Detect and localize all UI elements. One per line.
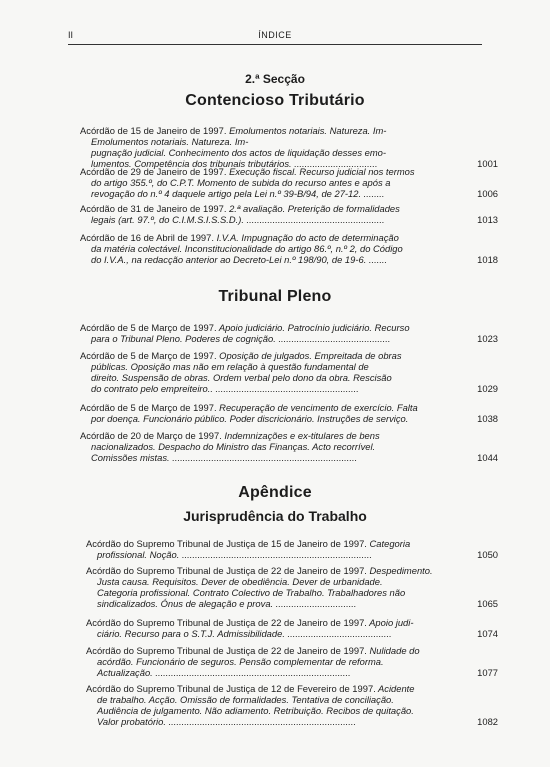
entry-heading: Acórdão do Supremo Tribunal de Justiça de 22 de Janeiro de 1997. bbox=[86, 617, 367, 628]
entry-summary-line: da matéria colectável. Inconstitucionalidade do artigo 86.º, n.º 2, do Código bbox=[91, 243, 403, 254]
entry-heading: Acórdão de 5 de Março de 1997. bbox=[80, 350, 217, 361]
entry-heading: Acórdão do Supremo Tribunal de Justiça de 12 de Fevereiro de 1997. bbox=[86, 683, 376, 694]
entry-heading: Acórdão de 15 de Janeiro de 1997. bbox=[80, 125, 227, 136]
entry-summary-line: Categoria profissional. Contrato Colectivo de Trabalho. Trabalhadores não bbox=[97, 587, 406, 598]
entry-summary-line: ciário. Recurso para o S.T.J. Admissibilidade. ........................................ bbox=[97, 628, 392, 639]
entry-heading: Acórdão de 20 de Março de 1997. bbox=[80, 430, 222, 441]
section-subtitle: 2.ª Secção bbox=[245, 72, 305, 86]
toc-entry bbox=[86, 645, 498, 678]
section-subtitle: Apêndice bbox=[238, 484, 312, 501]
toc-entry bbox=[80, 232, 498, 265]
entry-heading: Acórdão de 5 de Março de 1997. bbox=[80, 402, 217, 413]
entry-page-number: 1001 bbox=[477, 158, 498, 169]
entry-page-number: 1074 bbox=[477, 628, 498, 639]
entry-summary: Nulidade do bbox=[366, 645, 420, 656]
entry-summary-line: Valor probatório. ........................................................................ bbox=[97, 716, 357, 727]
entry-summary-line: do I.V.A., na redacção anterior ao Decreto-Lei n.º 198/90, de 19-6. ....... bbox=[91, 254, 388, 265]
section-title: Tribunal Pleno bbox=[218, 288, 332, 305]
entry-summary: I.V.A. Impugnação do acto de determinação bbox=[213, 232, 399, 243]
entry-page-number: 1023 bbox=[477, 333, 498, 344]
toc-entry bbox=[80, 166, 498, 199]
entry-page-number: 1044 bbox=[477, 452, 498, 463]
toc-entry bbox=[86, 683, 498, 727]
entry-summary: Emolumentos notariais. Natureza. Im- bbox=[226, 125, 387, 136]
entry-summary-line: legais (art. 97.º, do C.I.M.S.I.S.S.D.). ..................................................... bbox=[91, 214, 385, 225]
entry-summary-line: de trabalho. Acção. Omissão de formalidades. Tentativa de conciliação. bbox=[97, 694, 394, 705]
entry-summary-line: do artigo 355.º, do C.P.T. Momento de subida do recurso antes e após a bbox=[91, 177, 391, 188]
entry-heading: Acórdão de 29 de Janeiro de 1997. bbox=[80, 166, 227, 177]
entry-summary-line: Comissões mistas. ....................................................................... bbox=[91, 452, 358, 463]
entry-page-number: 1029 bbox=[477, 383, 498, 394]
entry-summary: Acidente bbox=[375, 683, 415, 694]
entry-summary-line: para o Tribunal Pleno. Poderes de cognição. ........................................... bbox=[91, 333, 391, 344]
entry-summary: Categoria bbox=[366, 538, 411, 549]
entry-heading: Acórdão de 5 de Março de 1997. bbox=[80, 322, 217, 333]
entry-heading: Acórdão de 31 de Janeiro de 1997. bbox=[80, 203, 227, 214]
entry-page-number: 1050 bbox=[477, 549, 498, 560]
toc-entry bbox=[80, 322, 498, 344]
entry-summary: Apoio judi- bbox=[366, 617, 414, 628]
toc-entry bbox=[80, 430, 498, 463]
entry-summary-line: direito. Suspensão de obras. Ordem verbal pelo dono da obra. Rescisão bbox=[91, 372, 392, 383]
entry-heading: Acórdão de 16 de Abril de 1997. bbox=[80, 232, 214, 243]
entry-summary-line: Actualização. ........................................................................... bbox=[97, 667, 351, 678]
entry-summary: Recuperação de vencimento de exercício. Falta bbox=[216, 402, 418, 413]
entry-summary: Apoio judiciário. Patrocínio judiciário. Recurso bbox=[216, 322, 410, 333]
entry-page-number: 1065 bbox=[477, 598, 498, 609]
entry-summary: Indemnizações e ex-titulares de bens bbox=[221, 430, 380, 441]
entry-heading: Acórdão do Supremo Tribunal de Justiça de 15 de Janeiro de 1997. bbox=[86, 538, 367, 549]
page-header bbox=[68, 28, 482, 45]
page-number: II bbox=[68, 30, 74, 40]
entry-summary-line: profissional. Noção. ......................................................................... bbox=[97, 549, 373, 560]
entry-summary-line: Justa causa. Requisitos. Dever de obediência. Dever de urbanidade. bbox=[97, 576, 383, 587]
toc-entry bbox=[80, 350, 498, 394]
entry-page-number: 1006 bbox=[477, 188, 498, 199]
entry-summary-line: Audiência de julgamento. Não adiamento. Retribuição. Recibos de quitação. bbox=[97, 705, 414, 716]
entry-summary-line: pugnação judicial. Conhecimento dos actos de liquidação desses emo- bbox=[91, 147, 386, 158]
toc-entry bbox=[80, 402, 498, 424]
section-title: Jurisprudência do Trabalho bbox=[183, 508, 367, 524]
entry-summary: Despedimento. bbox=[366, 565, 433, 576]
entry-heading: Acórdão do Supremo Tribunal de Justiça de 22 de Janeiro de 1997. bbox=[86, 645, 367, 656]
entry-summary-line: Emolumentos notariais. Natureza. Im- bbox=[91, 136, 249, 147]
toc-entry bbox=[86, 565, 498, 609]
toc-entry bbox=[86, 617, 498, 639]
entry-summary-line: públicas. Oposição mas não em relação à questão fundamental de bbox=[91, 361, 369, 372]
section-title: Contencioso Tributário bbox=[185, 92, 365, 109]
toc-entry bbox=[80, 203, 498, 225]
entry-heading: Acórdão do Supremo Tribunal de Justiça de 22 de Janeiro de 1997. bbox=[86, 565, 367, 576]
entry-page-number: 1038 bbox=[477, 413, 498, 424]
entry-summary-line: lumentos. Competência dos tribunais tributários. ................................ bbox=[91, 158, 378, 169]
entry-page-number: 1082 bbox=[477, 716, 498, 727]
entry-summary: 2.ª avaliação. Preterição de formalidades bbox=[226, 203, 400, 214]
entry-summary-line: por doença. Funcionário público. Poder discricionário. Instruções de serviço. bbox=[91, 413, 409, 424]
toc-entry bbox=[80, 125, 498, 169]
entry-summary: Oposição de julgados. Empreitada de obras bbox=[216, 350, 402, 361]
entry-summary-line: do contrato pelo empreiteiro.. ....................................................... bbox=[91, 383, 359, 394]
entry-summary-line: nacionalizados. Despacho do Ministro das Finanças. Acto recorrível. bbox=[91, 441, 376, 452]
entry-page-number: 1018 bbox=[477, 254, 498, 265]
entry-summary-line: revogação do n.º 4 daquele artigo pela Lei n.º 39-B/94, de 27-12. ........ bbox=[91, 188, 385, 199]
header-title: ÍNDICE bbox=[258, 30, 292, 40]
entry-summary-line: acórdão. Funcionário de seguros. Pensão complementar de reforma. bbox=[97, 656, 384, 667]
entry-summary: Execução fiscal. Recurso judicial nos termos bbox=[226, 166, 415, 177]
entry-summary-line: sindicalizados. Ónus de alegação e prova. ............................... bbox=[97, 598, 357, 609]
entry-page-number: 1013 bbox=[477, 214, 498, 225]
entry-page-number: 1077 bbox=[477, 667, 498, 678]
toc-entry bbox=[86, 538, 498, 560]
